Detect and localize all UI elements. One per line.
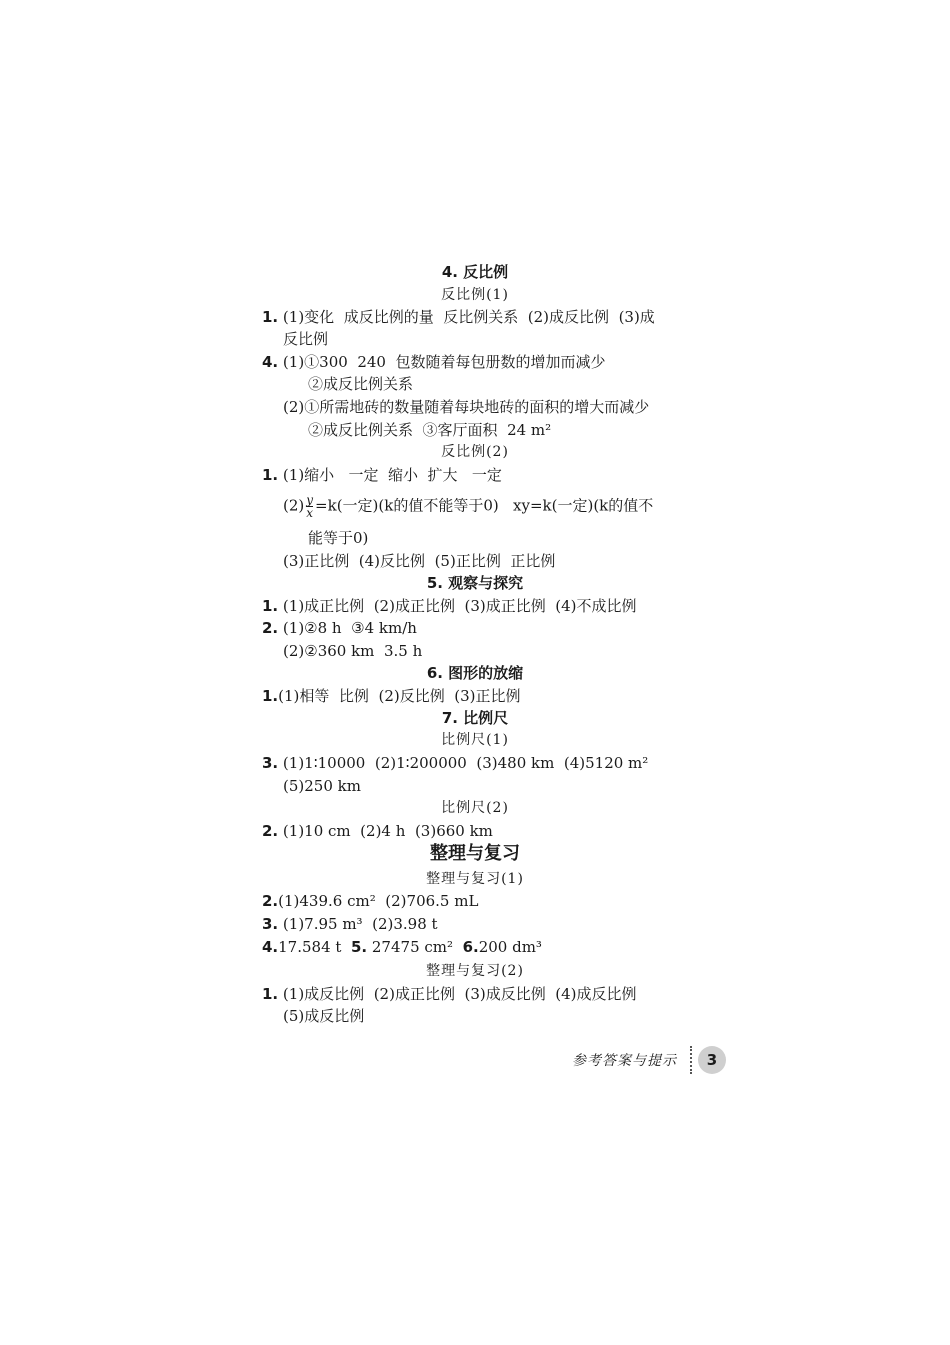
answer-text: (1)1∶10000 (2)1∶200000 (3)480 km (4)5120 m²	[282, 754, 649, 772]
subsection-title: 反比例(1)	[441, 287, 509, 303]
answer-line	[262, 984, 637, 1004]
subsection-title: 反比例(2)	[441, 444, 509, 460]
answer-line: (5)250 km	[283, 777, 361, 795]
answer-line: (5)成反比例	[283, 1007, 365, 1025]
question-number: 2.	[262, 619, 279, 637]
answer-line	[262, 753, 648, 773]
answer-text: (1)439.6 cm² (2)706.5 mL	[278, 892, 479, 910]
subsection-title: 整理与复习(1)	[426, 871, 524, 887]
page-footer	[572, 1046, 732, 1076]
section-title-review: 整理与复习	[430, 843, 520, 864]
answer-text: (2)	[283, 496, 305, 515]
question-number: 2.	[262, 892, 279, 910]
fraction-denominator: x	[306, 506, 314, 520]
footer-label: 参考答案与提示	[572, 1053, 677, 1069]
question-number: 1.	[262, 308, 279, 326]
answer-line	[262, 686, 521, 706]
answer-line: (2)①所需地砖的数量随着每块地砖的面积的增大而减少	[283, 398, 650, 416]
answer-line	[262, 618, 417, 638]
section-title-scaling: 6. 图形的放缩	[426, 664, 524, 682]
section-title-observe-explore: 5. 观察与探究	[426, 574, 524, 592]
answer-line	[262, 465, 502, 485]
question-number: 1.	[262, 597, 279, 615]
answer-line	[262, 307, 655, 327]
fraction	[306, 494, 313, 519]
question-number: 5.	[350, 938, 368, 956]
answer-text: (1)7.95 m³ (2)3.98 t	[282, 915, 438, 933]
answer-text: (1)②8 h ③4 km/h	[282, 619, 417, 637]
question-number: 1.	[262, 687, 279, 705]
answer-line: ②成反比例关系	[308, 375, 414, 393]
question-number: 2.	[262, 822, 279, 840]
answer-line: ②成反比例关系 ③客厅面积 24 m²	[308, 421, 552, 439]
question-number: 3.	[262, 915, 279, 933]
question-number: 4.	[262, 938, 279, 956]
answer-line	[262, 891, 478, 911]
answer-text: (1)缩小 一定 缩小 扩大 一定	[282, 466, 502, 484]
question-number: 1.	[262, 985, 279, 1003]
answer-text: (1)10 cm (2)4 h (3)660 km	[282, 822, 493, 840]
subsection-title: 整理与复习(2)	[426, 963, 524, 979]
answer-text: (1)成正比例 (2)成正比例 (3)成正比例 (4)不成比例	[282, 597, 637, 615]
question-number: 3.	[262, 754, 279, 772]
answer-line	[262, 352, 606, 372]
answer-line	[262, 914, 438, 934]
answer-text: 200 dm³	[478, 938, 542, 956]
fraction-numerator: y	[306, 493, 314, 507]
answer-text: (1)成反比例 (2)成正比例 (3)成反比例 (4)成反比例	[282, 985, 637, 1003]
answer-line: (3)正比例 (4)反比例 (5)正比例 正比例	[283, 552, 556, 570]
question-number: 1.	[262, 466, 279, 484]
question-number: 4.	[262, 353, 279, 371]
footer-divider	[690, 1046, 692, 1074]
answer-line	[283, 494, 653, 519]
answer-text: =k(一定)(k的值不能等于0) xy=k(一定)(k的值不	[315, 496, 654, 515]
answer-line: 能等于0)	[308, 529, 369, 547]
answer-line: (2)②360 km 3.5 h	[283, 642, 423, 660]
answer-text: (1)①300 240 包数随着每包册数的增加而减少	[282, 353, 606, 371]
question-number: 6.	[462, 938, 479, 956]
answer-text: (1)变化 成反比例的量 反比例关系 (2)成反比例 (3)成	[282, 308, 655, 326]
answer-line	[262, 937, 542, 957]
section-title-inverse-proportion: 4. 反比例	[441, 263, 509, 281]
answer-text: (1)相等 比例 (2)反比例 (3)正比例	[278, 687, 521, 705]
answer-text: 27475 cm²	[371, 938, 454, 956]
section-title-scale: 7. 比例尺	[441, 709, 509, 727]
answer-text: 17.584 t	[278, 938, 342, 956]
answer-line: 反比例	[283, 330, 329, 348]
answer-line	[262, 596, 637, 616]
subsection-title: 比例尺(1)	[441, 732, 509, 748]
subsection-title: 比例尺(2)	[441, 800, 509, 816]
page-number: 3	[698, 1046, 726, 1074]
answer-line	[262, 821, 493, 841]
